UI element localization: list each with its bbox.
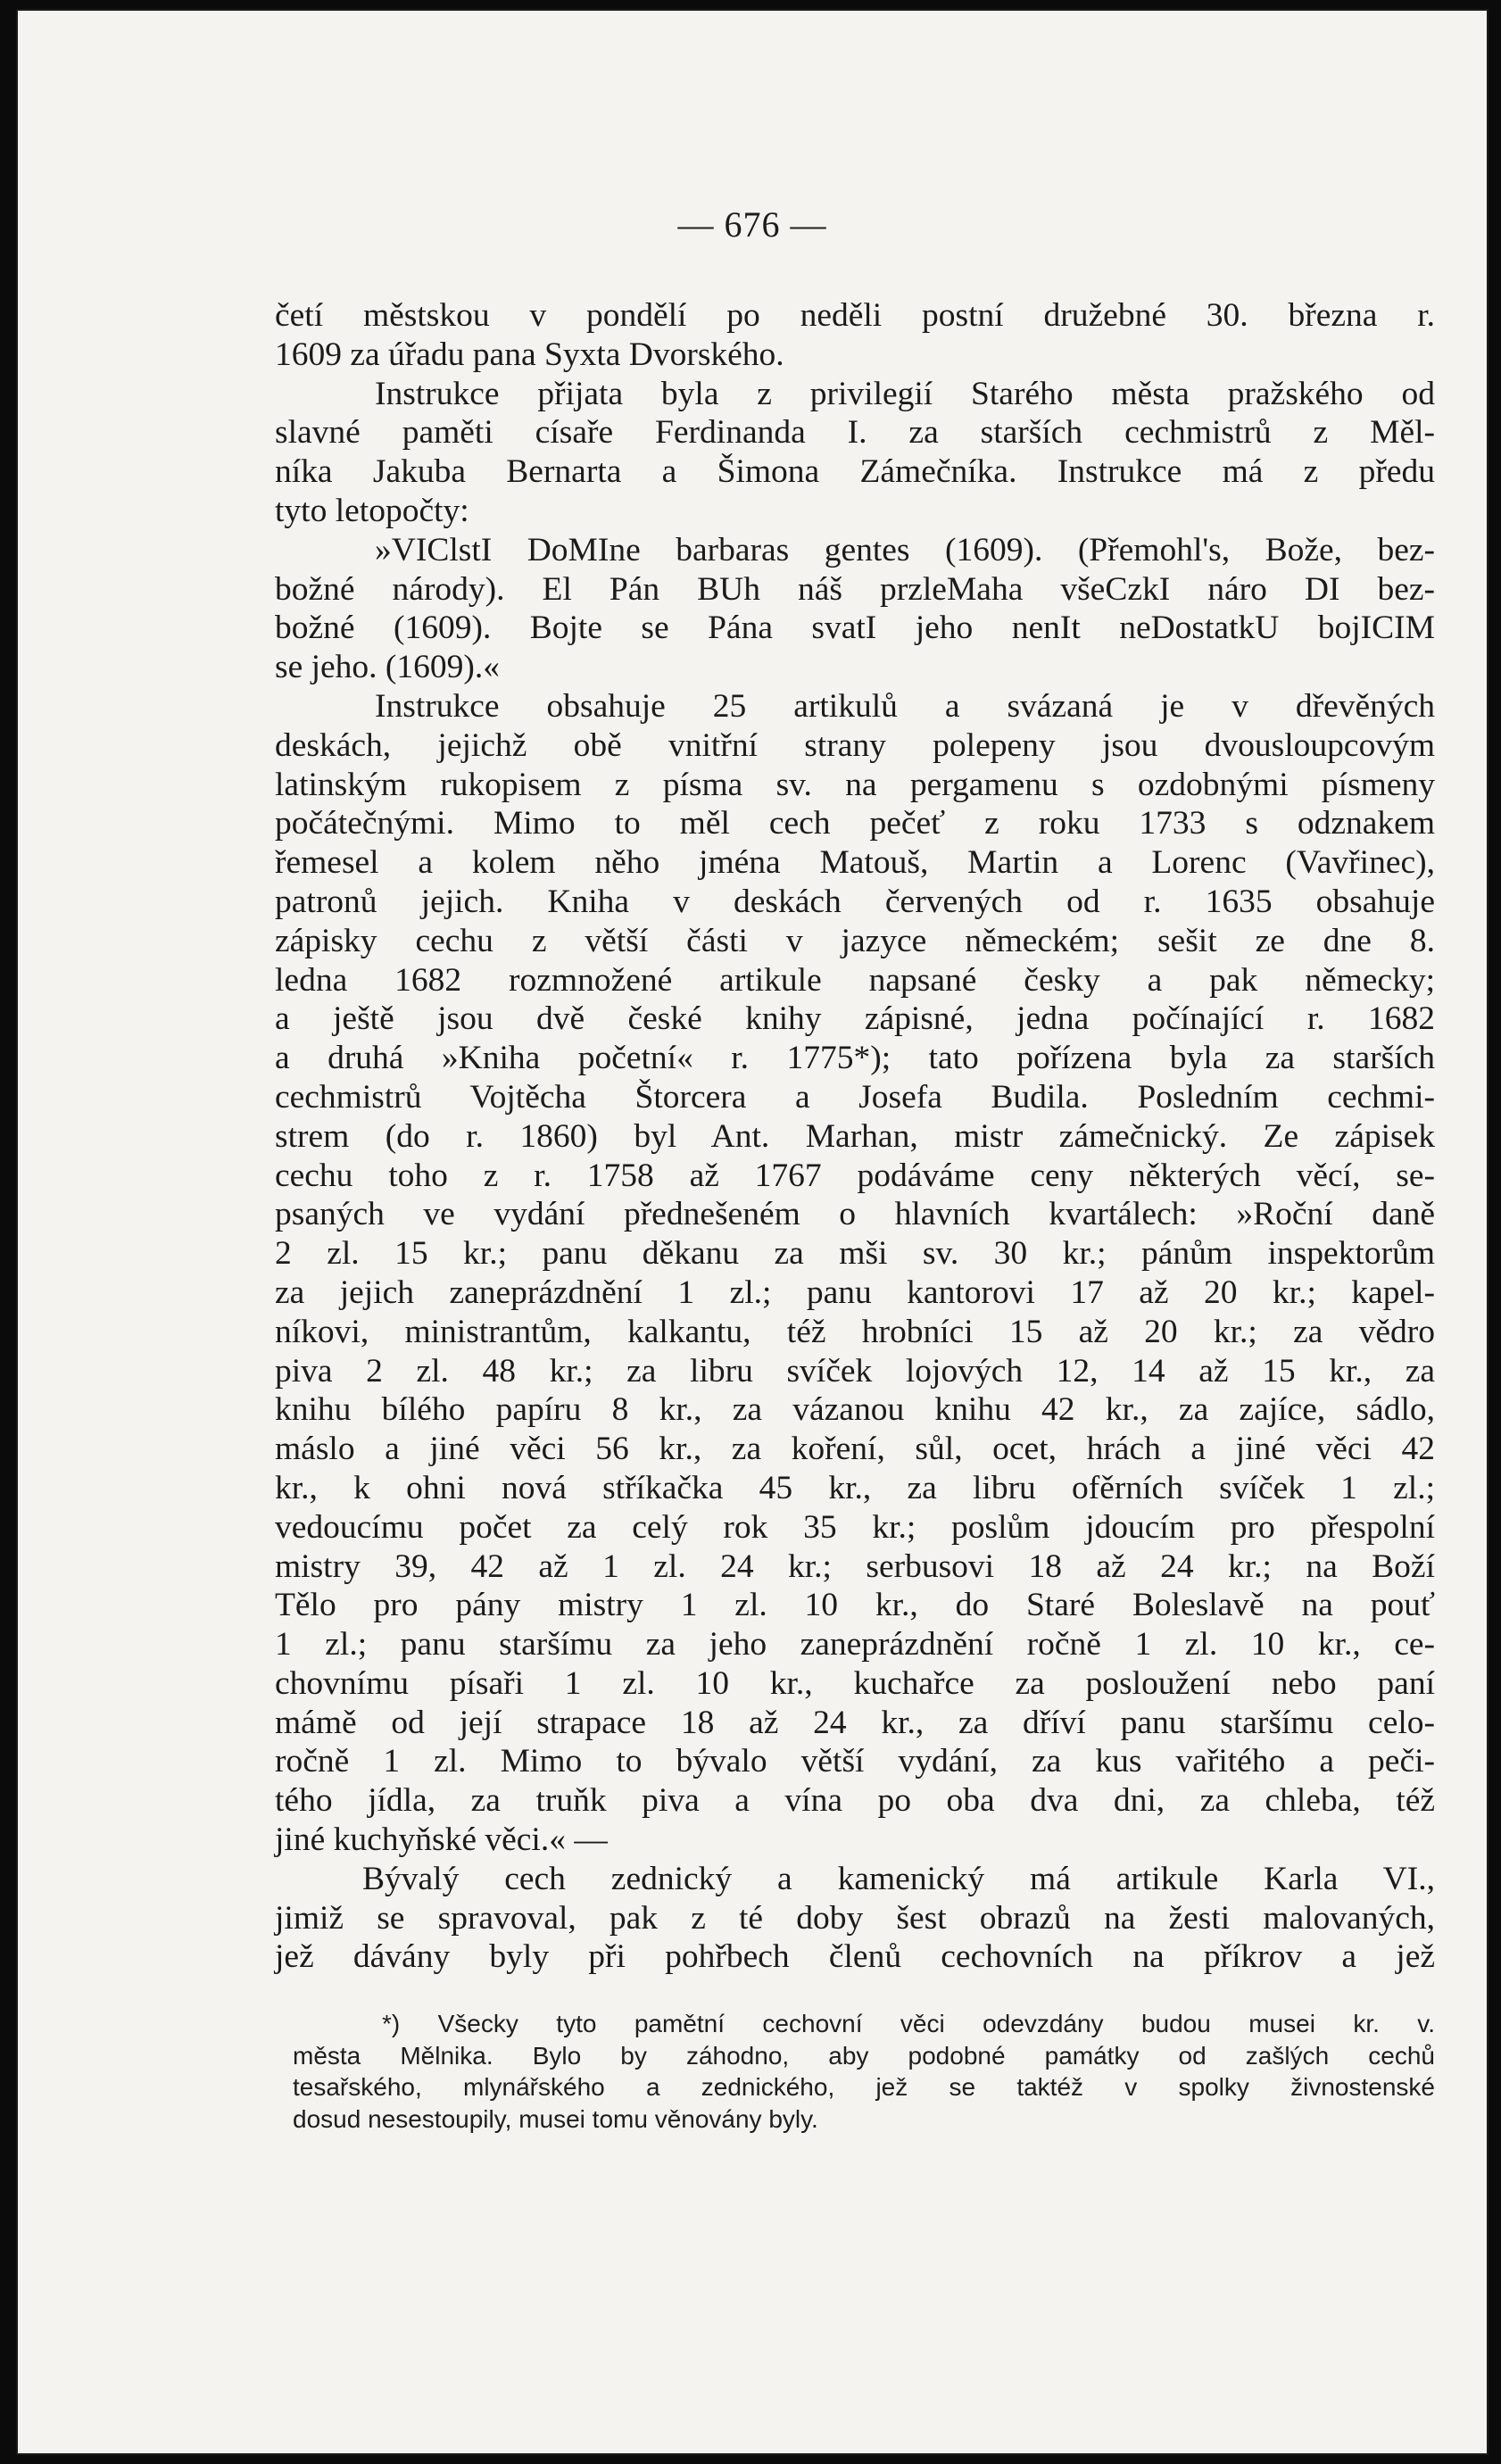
text-line: Bývalý cech zednický a kamenický má artikule Karla VI., <box>362 1860 1435 1897</box>
text-line: zápisky cechu z větší části v jazyce německém; sešit ze dne 8. <box>275 922 1435 959</box>
text-line: níka Jakuba Bernarta a Šimona Zámečníka. Instrukce má z předu <box>275 453 1435 491</box>
text-line: počátečnými. Mimo to měl cech pečeť z roku 1733 s odznakem <box>275 805 1435 842</box>
text-line: kr., k ohni nová stříkačka 45 kr., za libru ofěrních svíček 1 zl.; <box>275 1469 1435 1506</box>
text-line: božné národy). El Pán BUh náš przleMaha všeCzkI náro DI bez- <box>275 570 1435 608</box>
footnote-line: tesařského, mlynářského a zednického, jež se taktéž v spolky živnostenské <box>293 2073 1435 2101</box>
text-line: Tělo pro pány mistry 1 zl. 10 kr., do Staré Boleslavě na pouť <box>275 1587 1435 1624</box>
footnote <box>293 2008 1435 2135</box>
text-line: tyto letopočty: <box>275 492 469 529</box>
text-line: latinským rukopisem z písma sv. na pergamenu s ozdobnými písmeny <box>275 766 1435 803</box>
text-line: řemesel a kolem něho jména Matouš, Martin a Lorenc (Vavřinec), <box>275 844 1435 882</box>
text-line: Instrukce přijata byla z privilegií Starého města pražského od <box>375 375 1435 412</box>
text-line: za jejich zaneprázdnění 1 zl.; panu kantorovi 17 až 20 kr.; kapel- <box>275 1273 1435 1311</box>
text-line: jiné kuchyňské věci.« — <box>275 1821 608 1859</box>
text-line: 1609 za úřadu pana Syxta Dvorského. <box>275 336 784 373</box>
text-line: vedoucímu počet za celý rok 35 kr.; poslům jdoucím pro přespolní <box>275 1508 1435 1546</box>
text-line: níkovi, ministrantům, kalkantu, též hrobníci 15 až 20 kr.; za vědro <box>275 1313 1435 1350</box>
text-line: 2 zl. 15 kr.; panu děkanu za mši sv. 30 kr.; pánům inspektorům <box>275 1235 1435 1273</box>
text-line: psaných ve vydání přednešeném o hlavních kvartálech: »Roční daně <box>275 1196 1435 1233</box>
book-page <box>16 9 1489 2455</box>
text-line: ledna 1682 rozmnožené artikule napsané česky a pak německy; <box>275 961 1435 999</box>
text-line: se jeho. (1609).« <box>275 649 501 686</box>
text-line: patronů jejich. Kniha v deskách červených od r. 1635 obsahuje <box>275 883 1435 920</box>
text-line: mámě od její strapace 18 až 24 kr., za dříví panu staršímu celo- <box>275 1704 1435 1741</box>
text-line: mistry 39, 42 až 1 zl. 24 kr.; serbusovi 18 až 24 kr.; na Boží <box>275 1547 1435 1585</box>
text-line: strem (do r. 1860) byl Ant. Marhan, mistr zámečnický. Ze zápisek <box>275 1117 1435 1155</box>
text-line: slavné paměti císaře Ferdinanda I. za starších cechmistrů z Měl- <box>275 414 1435 452</box>
text-line: ročně 1 zl. Mimo to bývalo větší vydání, za kus vařitého a peči- <box>275 1743 1435 1780</box>
text-line: piva 2 zl. 48 kr.; za libru svíček lojových 12, 14 až 15 kr., za <box>275 1352 1435 1390</box>
text-line: jež dávány byly při pohřbech členů cechovních na příkrov a jež <box>275 1938 1435 1976</box>
text-line: máslo a jiné věci 56 kr., za koření, sůl, ocet, hrách a jiné věci 42 <box>275 1431 1435 1468</box>
text-line: tého jídla, za truňk piva a vína po oba dva dni, za chleba, též <box>275 1782 1435 1820</box>
text-line: cechmistrů Vojtěcha Štorcera a Josefa Budila. Posledním cechmi- <box>275 1078 1435 1116</box>
text-line: 1 zl.; panu staršímu za jeho zaneprázdnění ročně 1 zl. 10 kr., ce- <box>275 1626 1435 1663</box>
text-line: a ještě jsou dvě české knihy zápisné, jedna počínající r. 1682 <box>275 1000 1435 1038</box>
page-number: — 676 — <box>677 204 827 245</box>
footnote-line: *) Všecky tyto pamětní cechovní věci odevzdány budou musei kr. v. <box>382 2010 1435 2037</box>
text-line: četí městskou v pondělí po neděli postní družebné 30. března r. <box>275 297 1435 334</box>
text-line: Instrukce obsahuje 25 artikulů a svázaná je v dřevěných <box>375 687 1435 725</box>
text-line: »VIClstI DoMIne barbaras gentes (1609). (Přemohl's, Bože, bez- <box>375 531 1435 568</box>
body-text <box>275 296 1435 1977</box>
text-line: jimiž se spravoval, pak z té doby šest obrazů na žesti malovaných, <box>275 1899 1435 1937</box>
text-line: chovnímu písaři 1 zl. 10 kr., kuchařce za posloužení nebo paní <box>275 1664 1435 1702</box>
footnote-line: města Mělnika. Bylo by záhodno, aby podobné památky od zašlých cechů <box>293 2041 1435 2070</box>
text-line: a druhá »Kniha početní« r. 1775*); tato pořízena byla za starších <box>275 1040 1435 1077</box>
text-line: cechu toho z r. 1758 až 1767 podáváme ceny některých věcí, se- <box>275 1157 1435 1194</box>
text-line: knihu bílého papíru 8 kr., za vázanou knihu 42 kr., za zajíce, sádlo, <box>275 1391 1435 1429</box>
footnote-line: dosud nesestoupily, musei tomu věnovány byly. <box>293 2104 818 2133</box>
text-line: deskách, jejichž obě vnitřní strany polepeny jsou dvousloupcovým <box>275 726 1435 764</box>
text-line: božné (1609). Bojte se Pána svatI jeho nenIt neDostatkU bojICIM <box>275 610 1435 647</box>
